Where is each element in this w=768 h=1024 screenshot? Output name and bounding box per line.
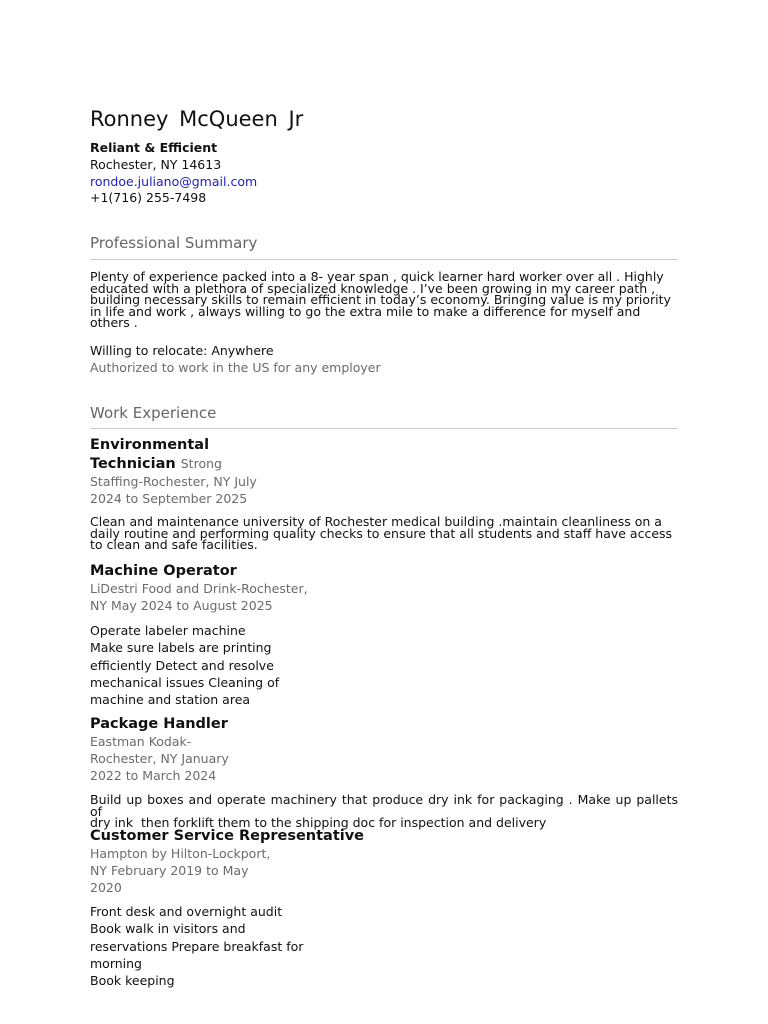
job-title: Machine Operator [90,563,237,579]
job-meta-line: LiDestri Food and Drink-Rochester, [90,581,308,596]
section-title-work: Work Experience [90,404,217,422]
summary-line: Plenty of experience packed into a 8- year span , quick learner hard worker over all . Highly [90,269,664,284]
location: Rochester, NY 14613 [90,157,222,172]
job-desc-line: Operate labeler machine [90,623,246,638]
job-meta [90,733,229,784]
candidate-name: Ronney McQueen Jr [90,107,304,131]
job-meta-line: Rochester, NY January [90,751,229,766]
job-desc-line: to clean and safe facilities. [90,537,258,552]
summary-line: educated with a plethora of specialized knowledge . I’ve been growing in my career path , [90,280,656,296]
summary-line: others . [90,315,138,330]
job-desc-line: Book walk in visitors and [90,921,246,937]
job-desc-line: Build up boxes and operate machinery that produce dry ink for packaging . Make up pallets of [90,792,678,819]
job-description [90,516,678,551]
job-title: Customer Service Representative [90,828,365,844]
job-title-continued [90,456,222,472]
email-link[interactable]: rondoe.juliano@gmail.com [90,174,258,189]
job-desc-line: Book keeping [90,973,175,989]
job-title: Package Handler [90,716,228,732]
section-title-summary: Professional Summary [90,234,258,252]
job-title: Environmental [90,437,210,453]
job-meta-line: 2020 [90,880,122,895]
summary-text [90,271,678,329]
job-description [90,622,279,708]
job-desc-line: mechanical issues Cleaning of [90,674,280,690]
job-meta [90,845,270,896]
job-title-text: Technician [90,456,176,472]
job-desc-line: machine and station area [90,692,251,708]
job-meta-line: Eastman Kodak- [90,734,192,749]
job-meta [90,580,308,614]
job-meta-line: 2022 to March 2024 [90,768,217,783]
phone: +1(716) 255-7498 [90,190,207,205]
job-meta-line: NY May 2024 to August 2025 [90,598,273,613]
job-meta-line: Staffing-Rochester, NY July [90,474,257,489]
summary-line: in life and work , always willing to go the extra mile to make a difference for myself and [90,303,641,319]
job-description [90,903,303,989]
tagline: Reliant & Efficient [90,140,218,155]
section-divider [90,428,678,429]
summary-line: building necessary skills to remain efficient in today’s economy. Bringing value is my priority [90,292,671,307]
job-desc-line: dry ink then forklift them to the shipping doc for inspection and delivery [90,815,547,830]
relocate-note: Willing to relocate: Anywhere [90,343,274,358]
job-desc-line: daily routine and performing quality checks to ensure that all students and staff have access [90,525,673,541]
job-desc-line: reservations Prepare breakfast for [90,938,304,954]
job-company: Strong [180,456,222,471]
authorization-note: Authorized to work in the US for any employer [90,360,381,375]
job-desc-line: Make sure labels are printing [90,640,272,656]
job-description [90,794,678,829]
job-meta-line: 2024 to September 2025 [90,491,248,506]
section-divider [90,259,678,260]
job-desc-line: morning [90,955,142,971]
job-desc-line: Clean and maintenance university of Rochester medical building .maintain cleanliness on a [90,514,662,529]
job-desc-line: Front desk and overnight audit [90,904,283,919]
job-meta [90,473,257,507]
job-meta-line: NY February 2019 to May [90,863,249,878]
job-meta-line: Hampton by Hilton-Lockport, [90,846,271,861]
job-desc-line: efficiently Detect and resolve [90,657,274,673]
